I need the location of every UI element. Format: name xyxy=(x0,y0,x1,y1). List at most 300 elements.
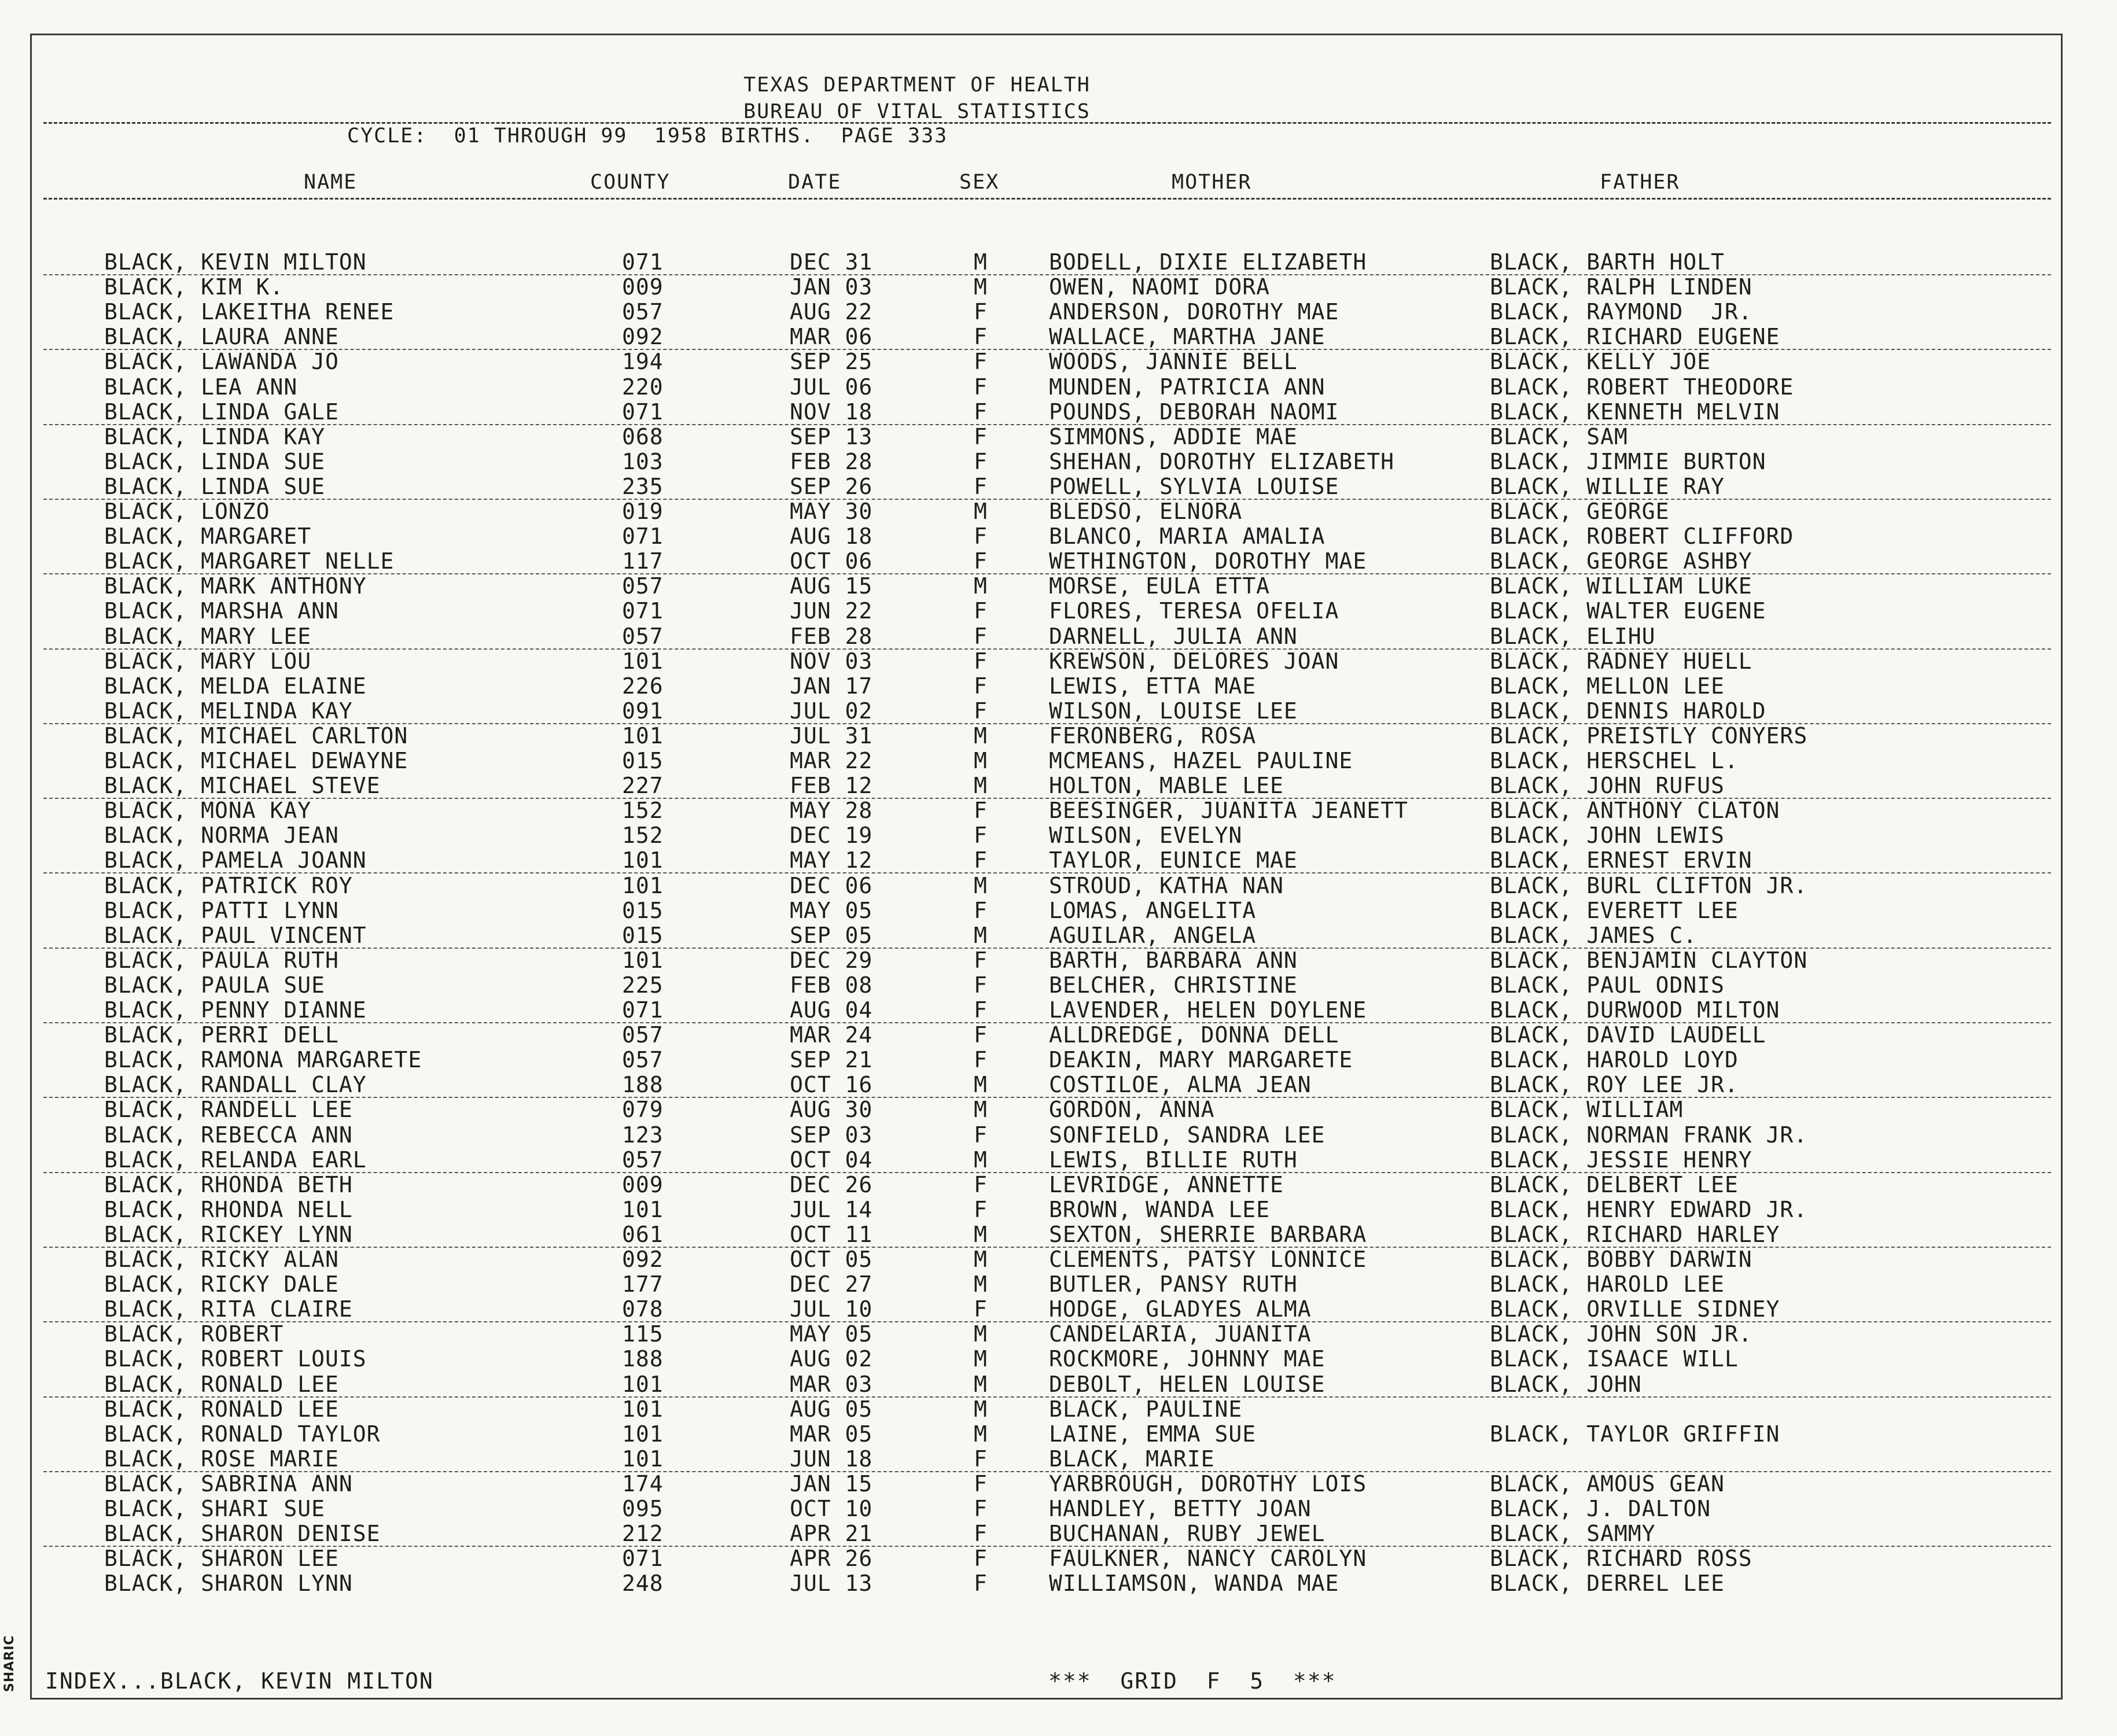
record-father: BLACK, GEORGE xyxy=(1490,499,1670,524)
record-sex: M xyxy=(974,1421,988,1447)
record-name: BLACK, REBECCA ANN xyxy=(104,1122,353,1148)
record-sex: M xyxy=(974,573,988,599)
record-father: BLACK, AMOUS GEAN xyxy=(1490,1471,1725,1497)
record-county: 071 xyxy=(622,524,664,549)
record-name: BLACK, RONALD LEE xyxy=(104,1396,339,1422)
record-name: BLACK, MELDA ELAINE xyxy=(104,673,367,699)
record-father: BLACK, HAROLD LOYD xyxy=(1490,1047,1739,1072)
record-father: BLACK, RICHARD HARLEY xyxy=(1490,1222,1780,1247)
record-mother: LEWIS, BILLIE RUTH xyxy=(1049,1147,1298,1173)
record-father: BLACK, PAUL ODNIS xyxy=(1490,972,1725,998)
record-name: BLACK, LAWANDA JO xyxy=(104,349,339,374)
record-county: 057 xyxy=(622,573,664,599)
record-father: BLACK, BENJAMIN CLAYTON xyxy=(1490,948,1808,973)
record-father: BLACK, RAYMOND JR. xyxy=(1490,299,1752,325)
record-date: JUL 02 xyxy=(790,698,873,724)
record-mother: MCMEANS, HAZEL PAULINE xyxy=(1049,748,1353,773)
record-county: 101 xyxy=(622,723,664,749)
record-father: BLACK, RALPH LINDEN xyxy=(1490,274,1752,300)
header-rule-top xyxy=(43,122,2051,124)
record-sex: F xyxy=(974,399,988,425)
record-county: 015 xyxy=(622,898,664,923)
record-sex: F xyxy=(974,1471,988,1497)
record-name: BLACK, RONALD LEE xyxy=(104,1372,339,1397)
record-name: BLACK, MARY LOU xyxy=(104,648,312,674)
record-mother: WILSON, EVELYN xyxy=(1049,823,1243,848)
record-sex: F xyxy=(974,698,988,724)
record-mother: POUNDS, DEBORAH NAOMI xyxy=(1049,399,1339,425)
column-header-date: DATE xyxy=(788,171,842,194)
record-date: DEC 29 xyxy=(790,948,873,973)
record-date: DEC 27 xyxy=(790,1271,873,1297)
record-sex: M xyxy=(974,1072,988,1097)
record-mother: SIMMONS, ADDIE MAE xyxy=(1049,424,1298,449)
record-county: 101 xyxy=(622,1421,664,1447)
record-date: AUG 18 xyxy=(790,524,873,549)
record-mother: BARTH, BARBARA ANN xyxy=(1049,948,1298,973)
record-father: BLACK, WILLIE RAY xyxy=(1490,474,1725,499)
record-mother: FERONBERG, ROSA xyxy=(1049,723,1257,749)
grid-label: *** GRID F 5 *** xyxy=(1048,1668,1337,1694)
record-date: AUG 30 xyxy=(790,1097,873,1122)
record-mother: LOMAS, ANGELITA xyxy=(1049,898,1257,923)
record-father: BLACK, JIMMIE BURTON xyxy=(1490,449,1766,474)
record-name: BLACK, NORMA JEAN xyxy=(104,823,339,848)
record-date: AUG 02 xyxy=(790,1346,873,1372)
record-county: 188 xyxy=(622,1346,664,1372)
record-mother: HODGE, GLADYES ALMA xyxy=(1049,1296,1312,1322)
record-name: BLACK, SABRINA ANN xyxy=(104,1471,353,1497)
record-sex: M xyxy=(974,723,988,749)
record-date: MAY 28 xyxy=(790,798,873,823)
record-father: BLACK, DENNIS HAROLD xyxy=(1490,698,1766,724)
record-sex: F xyxy=(974,948,988,973)
record-sex: M xyxy=(974,1346,988,1372)
record-date: FEB 08 xyxy=(790,972,873,998)
record-mother: DARNELL, JULIA ANN xyxy=(1049,624,1298,649)
record-name: BLACK, LEA ANN xyxy=(104,374,298,400)
record-date: JUL 13 xyxy=(790,1571,873,1596)
record-name: BLACK, LINDA SUE xyxy=(104,474,326,499)
record-name: BLACK, PATTI LYNN xyxy=(104,898,339,923)
record-father: BLACK, RADNEY HUELL xyxy=(1490,648,1752,674)
record-date: MAY 12 xyxy=(790,847,873,873)
record-sex: F xyxy=(974,1446,988,1472)
record-mother: BELCHER, CHRISTINE xyxy=(1049,972,1298,998)
record-name: BLACK, RHONDA NELL xyxy=(104,1197,353,1222)
record-mother: WILLIAMSON, WANDA MAE xyxy=(1049,1571,1339,1596)
record-county: 101 xyxy=(622,873,664,898)
record-mother: WALLACE, MARTHA JANE xyxy=(1049,324,1326,349)
record-date: JAN 03 xyxy=(790,274,873,300)
record-name: BLACK, PERRI DELL xyxy=(104,1022,339,1048)
record-county: 101 xyxy=(622,847,664,873)
record-date: SEP 13 xyxy=(790,424,873,449)
record-father: BLACK, JESSIE HENRY xyxy=(1490,1147,1752,1173)
record-date: JUL 31 xyxy=(790,723,873,749)
record-sex: F xyxy=(974,1546,988,1571)
record-county: 152 xyxy=(622,798,664,823)
record-sex: F xyxy=(974,972,988,998)
record-county: 079 xyxy=(622,1097,664,1122)
record-date: OCT 10 xyxy=(790,1496,873,1521)
record-father: BLACK, HAROLD LEE xyxy=(1490,1271,1725,1297)
record-sex: F xyxy=(974,648,988,674)
record-county: 057 xyxy=(622,1147,664,1173)
record-county: 225 xyxy=(622,972,664,998)
record-father: BLACK, JOHN SON JR. xyxy=(1490,1321,1752,1347)
record-mother: BEESINGER, JUANITA JEANETT xyxy=(1049,798,1408,823)
record-father: BLACK, WILLIAM xyxy=(1490,1097,1684,1122)
record-father: BLACK, WILLIAM LUKE xyxy=(1490,573,1752,599)
record-date: SEP 05 xyxy=(790,923,873,948)
record-county: 103 xyxy=(622,449,664,474)
record-father: BLACK, NORMAN FRANK JR. xyxy=(1490,1122,1808,1148)
record-mother: DEAKIN, MARY MARGARETE xyxy=(1049,1047,1353,1072)
record-county: 194 xyxy=(622,349,664,374)
record-father: BLACK, BOBBY DARWIN xyxy=(1490,1247,1752,1272)
record-sex: F xyxy=(974,424,988,449)
record-father: BLACK, JOHN RUFUS xyxy=(1490,773,1725,798)
record-county: 092 xyxy=(622,324,664,349)
record-father: BLACK, DAVID LAUDELL xyxy=(1490,1022,1766,1048)
record-name: BLACK, ROBERT xyxy=(104,1321,284,1347)
record-name: BLACK, SHARON LEE xyxy=(104,1546,339,1571)
record-mother: FAULKNER, NANCY CAROLYN xyxy=(1049,1546,1367,1571)
record-date: SEP 21 xyxy=(790,1047,873,1072)
row-rule xyxy=(43,349,2051,350)
record-county: 235 xyxy=(622,474,664,499)
record-mother: BUTLER, PANSY RUTH xyxy=(1049,1271,1298,1297)
record-date: MAR 22 xyxy=(790,748,873,773)
record-mother: ALLDREDGE, DONNA DELL xyxy=(1049,1022,1339,1048)
record-name: BLACK, LONZO xyxy=(104,499,270,524)
record-mother: ANDERSON, DOROTHY MAE xyxy=(1049,299,1339,325)
record-county: 101 xyxy=(622,1396,664,1422)
record-county: 248 xyxy=(622,1571,664,1596)
record-date: SEP 03 xyxy=(790,1122,873,1148)
record-sex: M xyxy=(974,1321,988,1347)
record-name: BLACK, RONALD TAYLOR xyxy=(104,1421,381,1447)
record-county: 019 xyxy=(622,499,664,524)
column-header-sex: SEX xyxy=(959,171,1000,194)
record-mother: BLACK, PAULINE xyxy=(1049,1396,1243,1422)
record-county: 227 xyxy=(622,773,664,798)
record-sex: M xyxy=(974,1372,988,1397)
record-mother: LAINE, EMMA SUE xyxy=(1049,1421,1257,1447)
record-date: AUG 04 xyxy=(790,997,873,1023)
record-county: 009 xyxy=(622,1172,664,1197)
record-father: BLACK, SAMMY xyxy=(1490,1521,1656,1546)
index-label: INDEX...BLACK, KEVIN MILTON xyxy=(45,1668,434,1694)
record-county: 071 xyxy=(622,997,664,1023)
header-bureau: BUREAU OF VITAL STATISTICS xyxy=(743,100,1091,123)
record-mother: OWEN, NAOMI DORA xyxy=(1049,274,1271,300)
record-sex: M xyxy=(974,1247,988,1272)
record-county: 015 xyxy=(622,923,664,948)
record-county: 092 xyxy=(622,1247,664,1272)
record-county: 091 xyxy=(622,698,664,724)
record-name: BLACK, SHARON DENISE xyxy=(104,1521,381,1546)
record-county: 071 xyxy=(622,1546,664,1571)
record-mother: BLEDSO, ELNORA xyxy=(1049,499,1243,524)
record-sex: M xyxy=(974,274,988,300)
record-mother: BLACK, MARIE xyxy=(1049,1446,1215,1472)
record-county: 101 xyxy=(622,1197,664,1222)
record-date: JUL 10 xyxy=(790,1296,873,1322)
record-sex: M xyxy=(974,748,988,773)
record-county: 009 xyxy=(622,274,664,300)
record-date: AUG 22 xyxy=(790,299,873,325)
record-sex: M xyxy=(974,873,988,898)
record-county: 115 xyxy=(622,1321,664,1347)
record-county: 123 xyxy=(622,1122,664,1148)
record-father: BLACK, JOHN LEWIS xyxy=(1490,823,1725,848)
record-mother: WETHINGTON, DOROTHY MAE xyxy=(1049,548,1367,574)
record-mother: BODELL, DIXIE ELIZABETH xyxy=(1049,249,1367,275)
record-date: JUL 14 xyxy=(790,1197,873,1222)
record-name: BLACK, MELINDA KAY xyxy=(104,698,353,724)
record-name: BLACK, RITA CLAIRE xyxy=(104,1296,353,1322)
record-county: 057 xyxy=(622,299,664,325)
record-date: DEC 31 xyxy=(790,249,873,275)
record-county: 015 xyxy=(622,748,664,773)
record-county: 226 xyxy=(622,673,664,699)
record-father: BLACK, ERNEST ERVIN xyxy=(1490,847,1752,873)
record-county: 071 xyxy=(622,249,664,275)
record-sex: F xyxy=(974,474,988,499)
record-sex: F xyxy=(974,898,988,923)
record-name: BLACK, SHARON LYNN xyxy=(104,1571,353,1596)
record-father: BLACK, ROY LEE JR. xyxy=(1490,1072,1739,1097)
record-name: BLACK, MICHAEL CARLTON xyxy=(104,723,408,749)
record-father: BLACK, GEORGE ASHBY xyxy=(1490,548,1752,574)
record-date: NOV 18 xyxy=(790,399,873,425)
record-sex: F xyxy=(974,299,988,325)
record-sex: M xyxy=(974,1147,988,1173)
record-sex: M xyxy=(974,923,988,948)
record-date: NOV 03 xyxy=(790,648,873,674)
record-name: BLACK, LAKEITHA RENEE xyxy=(104,299,395,325)
header-department: TEXAS DEPARTMENT OF HEALTH xyxy=(743,73,1091,97)
record-name: BLACK, LAURA ANNE xyxy=(104,324,339,349)
record-name: BLACK, SHARI SUE xyxy=(104,1496,326,1521)
record-sex: M xyxy=(974,1396,988,1422)
record-sex: F xyxy=(974,548,988,574)
record-county: 061 xyxy=(622,1222,664,1247)
record-mother: LEVRIDGE, ANNETTE xyxy=(1049,1172,1284,1197)
record-sex: F xyxy=(974,374,988,400)
record-name: BLACK, RANDELL LEE xyxy=(104,1097,353,1122)
record-county: 174 xyxy=(622,1471,664,1497)
record-father: BLACK, RICHARD ROSS xyxy=(1490,1546,1752,1571)
column-header-father: FATHER xyxy=(1600,171,1680,194)
record-sex: M xyxy=(974,1222,988,1247)
record-father: BLACK, BURL CLIFTON JR. xyxy=(1490,873,1808,898)
record-mother: AGUILAR, ANGELA xyxy=(1049,923,1257,948)
record-mother: HOLTON, MABLE LEE xyxy=(1049,773,1284,798)
record-sex: F xyxy=(974,1047,988,1072)
record-date: AUG 05 xyxy=(790,1396,873,1422)
record-county: 068 xyxy=(622,424,664,449)
record-mother: COSTILOE, ALMA JEAN xyxy=(1049,1072,1312,1097)
record-county: 188 xyxy=(622,1072,664,1097)
row-rule xyxy=(43,499,2051,500)
record-father: BLACK, HERSCHEL L. xyxy=(1490,748,1739,773)
row-rule xyxy=(43,424,2051,425)
record-father: BLACK, DURWOOD MILTON xyxy=(1490,997,1780,1023)
record-date: APR 26 xyxy=(790,1546,873,1571)
record-father: BLACK, DELBERT LEE xyxy=(1490,1172,1739,1197)
record-county: 101 xyxy=(622,648,664,674)
column-header-name: NAME xyxy=(304,171,358,194)
record-name: BLACK, ROSE MARIE xyxy=(104,1446,339,1472)
record-county: 152 xyxy=(622,823,664,848)
record-date: SEP 25 xyxy=(790,349,873,374)
record-sex: F xyxy=(974,997,988,1023)
record-county: 057 xyxy=(622,1022,664,1048)
column-header-mother: MOTHER xyxy=(1172,171,1252,194)
record-date: JAN 15 xyxy=(790,1471,873,1497)
record-name: BLACK, RICKY ALAN xyxy=(104,1247,339,1272)
record-sex: F xyxy=(974,449,988,474)
record-sex: F xyxy=(974,349,988,374)
record-mother: FLORES, TERESA OFELIA xyxy=(1049,598,1339,624)
record-father: BLACK, WALTER EUGENE xyxy=(1490,598,1766,624)
record-county: 101 xyxy=(622,948,664,973)
record-county: 177 xyxy=(622,1271,664,1297)
header-cycle: CYCLE: 01 THROUGH 99 1958 BIRTHS. PAGE 333 xyxy=(347,124,948,148)
record-sex: M xyxy=(974,1097,988,1122)
record-name: BLACK, MARGARET NELLE xyxy=(104,548,395,574)
column-header-rule xyxy=(43,198,2051,200)
record-father: BLACK, ANTHONY CLATON xyxy=(1490,798,1780,823)
record-father: BLACK, MELLON LEE xyxy=(1490,673,1725,699)
record-name: BLACK, PATRICK ROY xyxy=(104,873,353,898)
record-sex: F xyxy=(974,1496,988,1521)
record-father: BLACK, SAM xyxy=(1490,424,1628,449)
record-county: 071 xyxy=(622,399,664,425)
record-date: DEC 19 xyxy=(790,823,873,848)
record-county: 057 xyxy=(622,624,664,649)
record-sex: F xyxy=(974,1172,988,1197)
record-mother: SEXTON, SHERRIE BARBARA xyxy=(1049,1222,1367,1247)
record-mother: MUNDEN, PATRICIA ANN xyxy=(1049,374,1326,400)
record-father: BLACK, JOHN xyxy=(1490,1372,1642,1397)
record-mother: CLEMENTS, PATSY LONNICE xyxy=(1049,1247,1367,1272)
record-sex: F xyxy=(974,1197,988,1222)
record-sex: M xyxy=(974,1271,988,1297)
record-father: BLACK, TAYLOR GRIFFIN xyxy=(1490,1421,1780,1447)
record-name: BLACK, MICHAEL DEWAYNE xyxy=(104,748,408,773)
record-name: BLACK, RANDALL CLAY xyxy=(104,1072,367,1097)
record-county: 101 xyxy=(622,1372,664,1397)
record-name: BLACK, RICKEY LYNN xyxy=(104,1222,353,1247)
record-date: OCT 05 xyxy=(790,1247,873,1272)
record-sex: F xyxy=(974,324,988,349)
record-date: AUG 15 xyxy=(790,573,873,599)
record-county: 071 xyxy=(622,598,664,624)
record-county: 220 xyxy=(622,374,664,400)
record-father: BLACK, RICHARD EUGENE xyxy=(1490,324,1780,349)
record-name: BLACK, LINDA SUE xyxy=(104,449,326,474)
record-father: BLACK, EVERETT LEE xyxy=(1490,898,1739,923)
record-mother: GORDON, ANNA xyxy=(1049,1097,1215,1122)
record-father: BLACK, KENNETH MELVIN xyxy=(1490,399,1780,425)
record-county: 212 xyxy=(622,1521,664,1546)
record-mother: HANDLEY, BETTY JOAN xyxy=(1049,1496,1312,1521)
record-mother: BROWN, WANDA LEE xyxy=(1049,1197,1271,1222)
record-name: BLACK, RICKY DALE xyxy=(104,1271,339,1297)
record-mother: LEWIS, ETTA MAE xyxy=(1049,673,1257,699)
record-name: BLACK, MICHAEL STEVE xyxy=(104,773,381,798)
record-date: DEC 26 xyxy=(790,1172,873,1197)
record-county: 078 xyxy=(622,1296,664,1322)
record-mother: KREWSON, DELORES JOAN xyxy=(1049,648,1339,674)
record-mother: STROUD, KATHA NAN xyxy=(1049,873,1284,898)
record-sex: F xyxy=(974,1571,988,1596)
record-name: BLACK, KEVIN MILTON xyxy=(104,249,367,275)
record-sex: F xyxy=(974,798,988,823)
record-name: BLACK, PENNY DIANNE xyxy=(104,997,367,1023)
record-mother: WILSON, LOUISE LEE xyxy=(1049,698,1298,724)
record-date: SEP 26 xyxy=(790,474,873,499)
record-date: FEB 28 xyxy=(790,449,873,474)
record-name: BLACK, PAMELA JOANN xyxy=(104,847,367,873)
record-father: BLACK, JAMES C. xyxy=(1490,923,1698,948)
record-name: BLACK, MARSHA ANN xyxy=(104,598,339,624)
record-name: BLACK, RELANDA EARL xyxy=(104,1147,367,1173)
record-date: OCT 16 xyxy=(790,1072,873,1097)
record-mother: SHEHAN, DOROTHY ELIZABETH xyxy=(1049,449,1394,474)
record-mother: SONFIELD, SANDRA LEE xyxy=(1049,1122,1326,1148)
record-father: BLACK, ROBERT THEODORE xyxy=(1490,374,1794,400)
record-date: MAR 05 xyxy=(790,1421,873,1447)
record-date: FEB 28 xyxy=(790,624,873,649)
record-date: MAY 05 xyxy=(790,1321,873,1347)
record-father: BLACK, BARTH HOLT xyxy=(1490,249,1725,275)
record-father: BLACK, ISAACE WILL xyxy=(1490,1346,1739,1372)
record-county: 101 xyxy=(622,1446,664,1472)
record-sex: F xyxy=(974,1296,988,1322)
record-name: BLACK, PAULA RUTH xyxy=(104,948,339,973)
record-name: BLACK, PAULA SUE xyxy=(104,972,326,998)
record-name: BLACK, MARY LEE xyxy=(104,624,312,649)
record-date: MAY 05 xyxy=(790,898,873,923)
record-date: JAN 17 xyxy=(790,673,873,699)
record-mother: BLANCO, MARIA AMALIA xyxy=(1049,524,1326,549)
record-father: BLACK, PREISTLY CONYERS xyxy=(1490,723,1808,749)
record-father: BLACK, J. DALTON xyxy=(1490,1496,1711,1521)
record-name: BLACK, PAUL VINCENT xyxy=(104,923,367,948)
record-father: BLACK, DERREL LEE xyxy=(1490,1571,1725,1596)
record-name: BLACK, MARK ANTHONY xyxy=(104,573,367,599)
record-father: BLACK, KELLY JOE xyxy=(1490,349,1711,374)
record-sex: M xyxy=(974,499,988,524)
side-stamp: SHARIC xyxy=(2,1635,17,1692)
record-sex: F xyxy=(974,1521,988,1546)
record-mother: WOODS, JANNIE BELL xyxy=(1049,349,1298,374)
record-mother: ROCKMORE, JOHNNY MAE xyxy=(1049,1346,1326,1372)
record-father: BLACK, ROBERT CLIFFORD xyxy=(1490,524,1794,549)
record-sex: F xyxy=(974,1122,988,1148)
record-sex: F xyxy=(974,673,988,699)
record-county: 057 xyxy=(622,1047,664,1072)
record-date: MAR 03 xyxy=(790,1372,873,1397)
record-sex: F xyxy=(974,524,988,549)
record-name: BLACK, ROBERT LOUIS xyxy=(104,1346,367,1372)
record-mother: TAYLOR, EUNICE MAE xyxy=(1049,847,1298,873)
